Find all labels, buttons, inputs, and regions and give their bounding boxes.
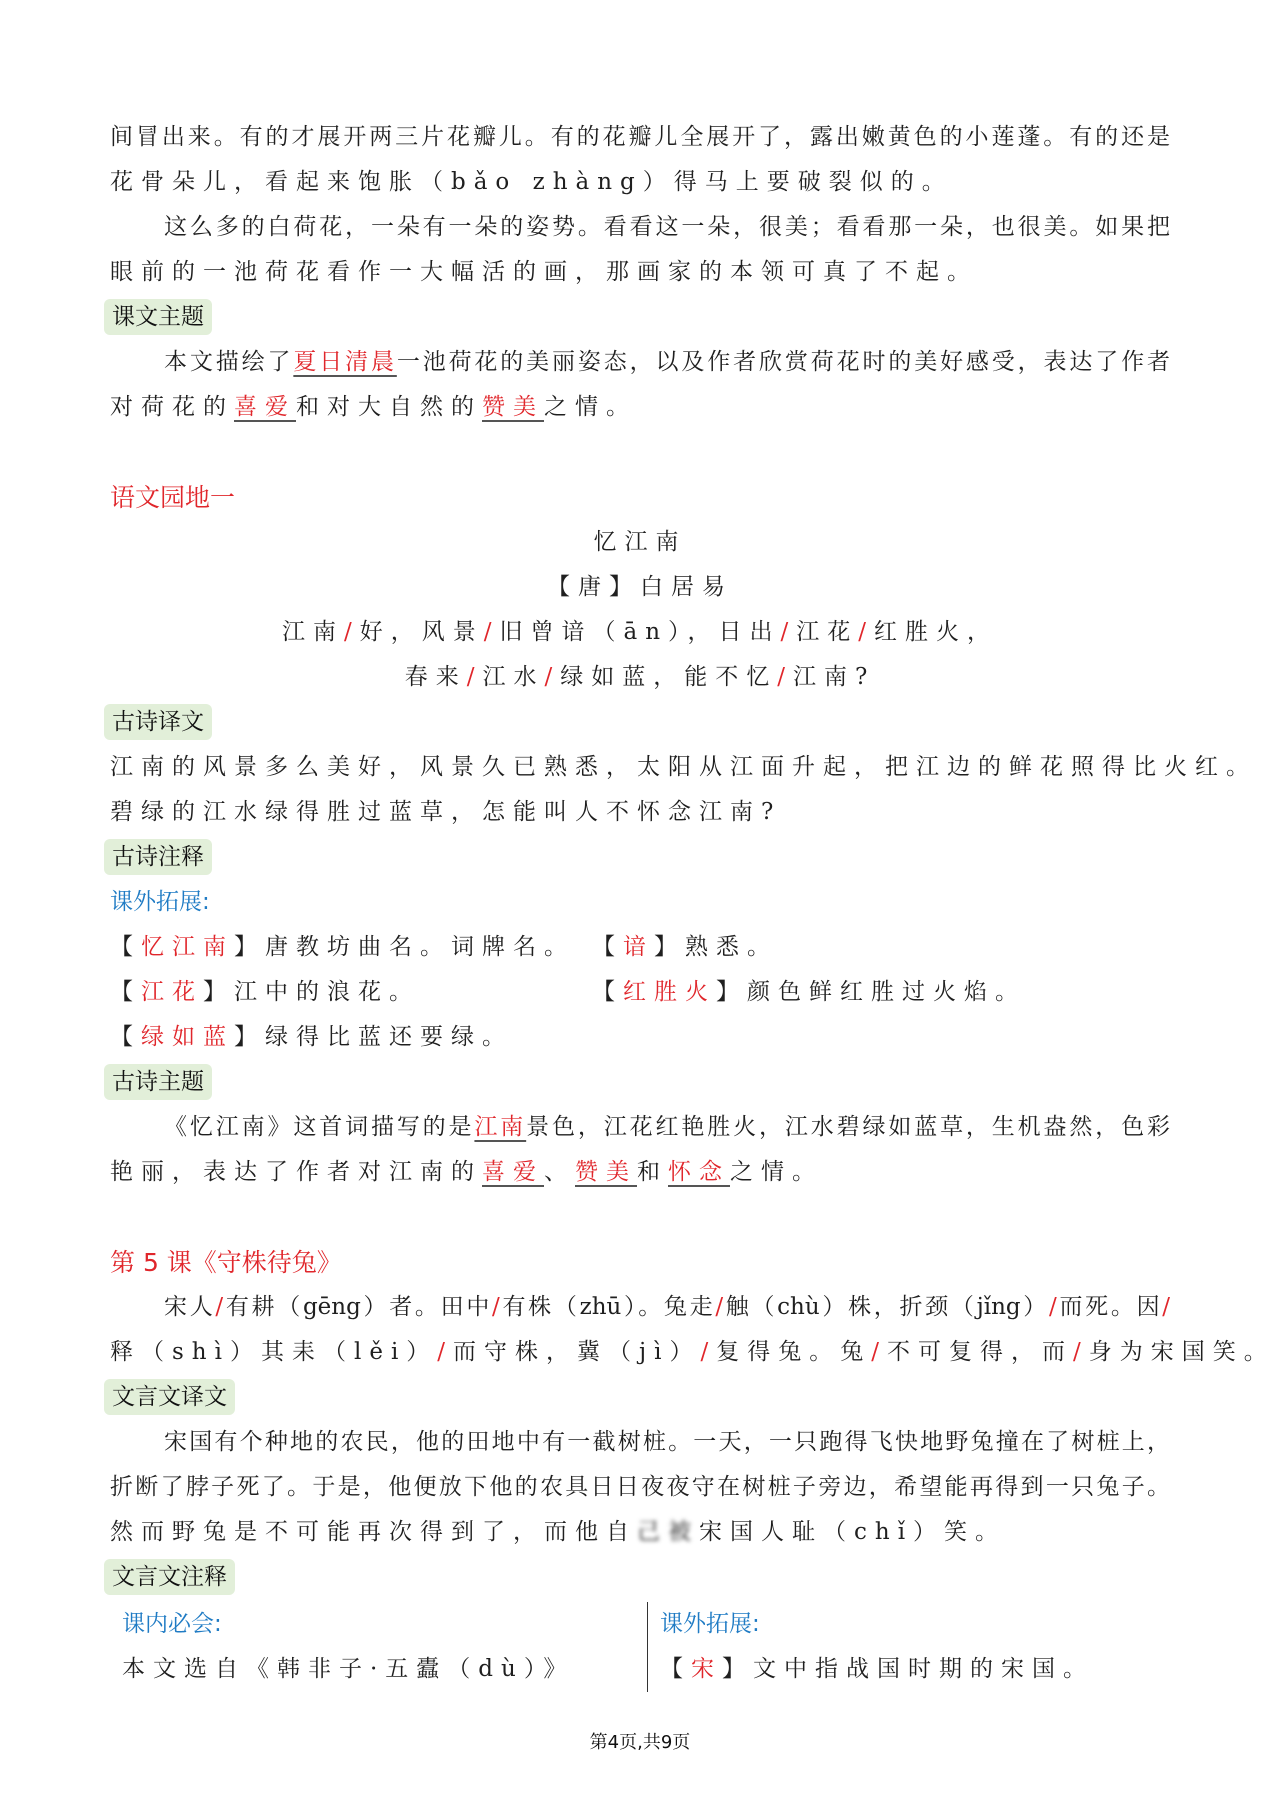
key-term: 赞美 <box>575 1159 637 1185</box>
pause-mark: / <box>544 664 561 690</box>
text-run: 景色，江花红艳胜火，江水碧绿如蓝草，生机盎然，色彩 <box>526 1114 1171 1140</box>
pause-mark: / <box>1162 1294 1171 1320</box>
document-page <box>110 115 1275 1692</box>
text-line <box>110 1285 1170 1330</box>
note-item: 【红胜火】颜色鲜红胜过火焰。 <box>592 979 1026 1005</box>
note-item: 【绿如蓝】绿得比蓝还要绿。 <box>110 1024 513 1050</box>
text-line <box>110 115 1170 160</box>
text-line <box>110 1510 1170 1555</box>
classical-translation <box>110 1420 1170 1555</box>
inclass-text: 本文选自《韩非子·五蠹（dù）》 <box>122 1656 575 1682</box>
key-term: 赞美 <box>482 394 544 420</box>
text-line <box>110 1105 1170 1150</box>
text-run: 一池荷花的美丽姿态，以及作者欣赏荷花时的美好感受，表达了作者 <box>396 349 1171 375</box>
note-item: 【宋】文中指战国时期的宋国。 <box>660 1656 1094 1682</box>
poem-title: 忆江南 <box>593 529 687 555</box>
pause-mark: / <box>437 1339 454 1365</box>
inclass-column <box>110 1602 647 1692</box>
section-tag-poem-notes: 古诗注释 <box>104 839 212 875</box>
text-line <box>110 1465 1170 1510</box>
text-line <box>110 1150 1170 1195</box>
classical-text <box>110 1285 1275 1375</box>
text-run: 宋人/有耕（gēng）者。田中/有株（zhū）。兔走/触（chù）株，折颈（jǐng）/而死。因/ <box>164 1294 1171 1320</box>
key-term: 怀念 <box>668 1159 730 1185</box>
poem-translation <box>110 745 1257 835</box>
page-number: 第4页,共9页 <box>589 1732 691 1753</box>
text-run: 间冒出来。有的才展开两三片花瓣儿。有的花瓣儿全展开了，露出嫩黄色的小莲蓬。有的还是 <box>110 124 1170 150</box>
section-heading-lesson5: 第 5 课《守株待兔》 <box>110 1248 342 1277</box>
lotus-text <box>110 115 1170 295</box>
text-run: 、 <box>544 1159 575 1185</box>
poem-theme-text <box>110 1105 1170 1195</box>
note-item: 【谙】熟悉。 <box>592 934 778 960</box>
extra-column <box>647 1602 1094 1692</box>
section-heading-garden: 语文园地一 <box>110 483 236 512</box>
pause-mark: / <box>700 1339 717 1365</box>
inclass-label: 课内必会: <box>122 1611 222 1637</box>
pause-mark: / <box>858 619 875 645</box>
text-run: 和 <box>637 1159 668 1185</box>
lesson-theme-text <box>110 340 1170 430</box>
pause-mark: / <box>343 619 360 645</box>
text-line <box>110 205 1170 250</box>
text-line <box>110 745 1257 790</box>
key-term: 喜爱 <box>234 394 296 420</box>
text-line <box>110 1330 1275 1375</box>
text-line <box>110 610 1170 655</box>
poem-author: 【唐】白居易 <box>547 574 733 600</box>
text-run: 对荷花的 <box>110 394 234 420</box>
pause-mark: / <box>1073 1339 1089 1365</box>
text-line <box>110 385 1170 430</box>
text-run: 《忆江南》这首词描写的是 <box>164 1114 475 1140</box>
pause-mark: / <box>492 1294 500 1320</box>
text-run: 江南的风景多么美好，风景久已熟悉，太阳从江面升起，把江边的鲜花照得比火红。 <box>110 754 1257 780</box>
obscured-text: 己被 <box>637 1519 699 1545</box>
text-run: 然而野兔是不可能再次得到了，而他自 <box>110 1519 637 1545</box>
text-line <box>110 655 1170 700</box>
text-line <box>110 250 1170 295</box>
notes-sublabel: 课外拓展: <box>110 889 210 915</box>
extra-label: 课外拓展: <box>660 1611 760 1637</box>
text-run: 折断了脖子死了。于是，他便放下他的农具日日夜夜守在树桩子旁边，希望能再得到一只兔子。 <box>110 1474 1170 1500</box>
note-item: 【忆江南】唐教坊曲名。词牌名。 <box>110 934 575 960</box>
pause-mark: / <box>715 1294 724 1320</box>
section-tag-classical-translation: 文言文译文 <box>104 1379 235 1415</box>
pause-mark: / <box>777 664 793 690</box>
pause-mark: / <box>215 1294 224 1320</box>
text-run: 和对大自然的 <box>296 394 482 420</box>
key-term: 喜爱 <box>482 1159 544 1185</box>
pause-mark: / <box>780 619 797 645</box>
note-item: 【江花】江中的浪花。 <box>110 979 420 1005</box>
section-tag-classical-notes: 文言文注释 <box>104 1559 235 1595</box>
classical-notes <box>110 1602 1170 1692</box>
text-run: 春来/江水/绿如蓝，能不忆/江南? <box>404 664 876 690</box>
text-run: 本文描绘了 <box>164 349 294 375</box>
text-run: 释（shì）其耒（lěi）/而守株，冀（jì）/复得兔。兔/不可复得，而/身为宋国笑。 <box>110 1339 1275 1365</box>
pause-mark: / <box>1049 1294 1057 1320</box>
key-term: 江南 <box>474 1114 527 1140</box>
text-run: 碧绿的江水绿得胜过蓝草，怎能叫人不怀念江南? <box>110 799 782 825</box>
key-term: 夏日清晨 <box>293 349 397 375</box>
text-run: 之情。 <box>730 1159 823 1185</box>
text-run: 宋国有个种地的农民，他的田地中有一截树桩。一天，一只跑得飞快地野兔撞在了树桩上， <box>164 1429 1170 1455</box>
text-line <box>110 160 1170 205</box>
text-run: 艳丽，表达了作者对江南的 <box>110 1159 482 1185</box>
text-run: 眼前的一池荷花看作一大幅活的画，那画家的本领可真了不起。 <box>110 259 978 285</box>
text-run: 之情。 <box>544 394 637 420</box>
section-tag-lesson-theme: 课文主题 <box>104 299 212 335</box>
text-run: 花骨朵儿，看起来饱胀（bǎo zhàng）得马上要破裂似的。 <box>110 169 953 195</box>
text-run: 这么多的白荷花，一朵有一朵的姿势。看看这一朵，很美；看看那一朵，也很美。如果把 <box>164 214 1170 240</box>
poem-notes <box>110 925 1170 1060</box>
section-tag-poem-translation: 古诗译文 <box>104 704 212 740</box>
pause-mark: / <box>871 1339 888 1365</box>
pause-mark: / <box>483 619 500 645</box>
text-line <box>110 790 1170 835</box>
text-line <box>110 1420 1170 1465</box>
text-line <box>110 340 1170 385</box>
text-run: 宋国人耻（chǐ）笑。 <box>699 1519 1007 1545</box>
pause-mark: / <box>466 664 483 690</box>
text-run: 江南/好，风景/旧曾谙（ān），日出/江花/红胜火， <box>281 619 999 645</box>
section-tag-poem-theme: 古诗主题 <box>104 1064 212 1100</box>
poem-text <box>110 610 1170 700</box>
